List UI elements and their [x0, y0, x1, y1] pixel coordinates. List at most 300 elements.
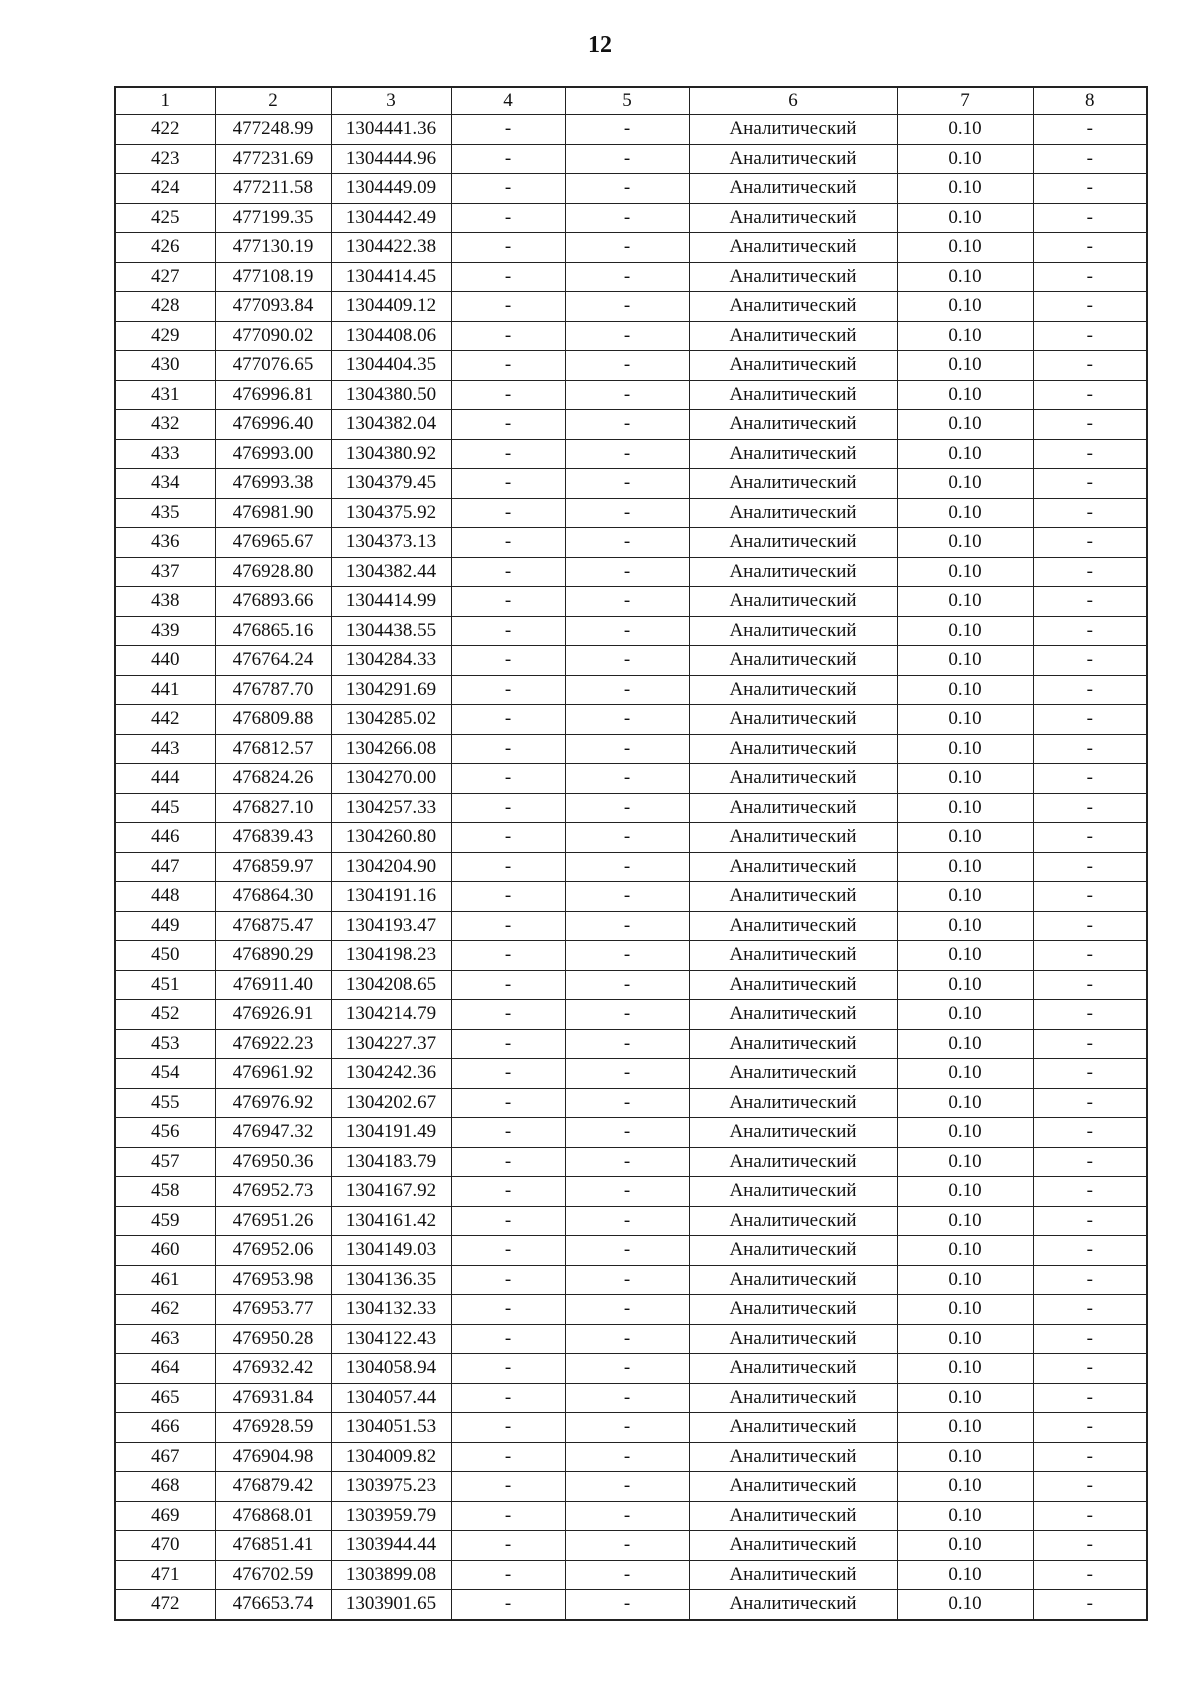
table-cell: 0.10 [897, 1531, 1033, 1561]
table-cell: - [451, 882, 565, 912]
table-cell: 0.10 [897, 1265, 1033, 1295]
table-cell: 1304382.44 [331, 557, 451, 587]
table-cell: Аналитический [689, 1501, 897, 1531]
table-cell: - [1033, 469, 1147, 499]
table-cell: Аналитический [689, 734, 897, 764]
column-header-8: 8 [1033, 87, 1147, 115]
table-row [115, 1442, 1147, 1472]
table-cell: 440 [115, 646, 215, 676]
column-header-2: 2 [215, 87, 331, 115]
table-row [115, 1265, 1147, 1295]
table-row [115, 1324, 1147, 1354]
table-cell: - [1033, 1147, 1147, 1177]
table-cell: 1304409.12 [331, 292, 451, 322]
table-cell: 0.10 [897, 1383, 1033, 1413]
table-cell: - [565, 1560, 689, 1590]
table-cell: 0.10 [897, 1590, 1033, 1620]
table-row [115, 528, 1147, 558]
table-cell: 1304291.69 [331, 675, 451, 705]
table-cell: - [1033, 1118, 1147, 1148]
table-cell: 459 [115, 1206, 215, 1236]
table-cell: 476922.23 [215, 1029, 331, 1059]
header-row [115, 87, 1147, 115]
table-cell: Аналитический [689, 970, 897, 1000]
column-header-5: 5 [565, 87, 689, 115]
column-header-3: 3 [331, 87, 451, 115]
table-cell: - [565, 1501, 689, 1531]
table-row [115, 498, 1147, 528]
table-cell: Аналитический [689, 1413, 897, 1443]
table-cell: Аналитический [689, 852, 897, 882]
table-cell: - [565, 675, 689, 705]
table-cell: 1304193.47 [331, 911, 451, 941]
table-row [115, 1354, 1147, 1384]
table-cell: 0.10 [897, 705, 1033, 735]
table-cell: - [451, 1000, 565, 1030]
table-cell: 1304009.82 [331, 1442, 451, 1472]
table-cell: 0.10 [897, 734, 1033, 764]
table-cell: - [565, 174, 689, 204]
table-cell: - [565, 292, 689, 322]
table-cell: - [1033, 823, 1147, 853]
table-cell: - [451, 321, 565, 351]
table-cell: - [565, 793, 689, 823]
table-cell: Аналитический [689, 351, 897, 381]
table-cell: - [451, 852, 565, 882]
table-cell: Аналитический [689, 1531, 897, 1561]
table-cell: 472 [115, 1590, 215, 1620]
table-cell: - [451, 911, 565, 941]
table-cell: 476952.73 [215, 1177, 331, 1207]
table-cell: - [565, 262, 689, 292]
table-cell: 476865.16 [215, 616, 331, 646]
table-cell: Аналитический [689, 587, 897, 617]
table-cell: - [1033, 1206, 1147, 1236]
table-cell: 1304422.38 [331, 233, 451, 263]
table-cell: - [565, 1118, 689, 1148]
table-row [115, 587, 1147, 617]
table-cell: - [565, 1383, 689, 1413]
table-cell: Аналитический [689, 882, 897, 912]
table-cell: 477211.58 [215, 174, 331, 204]
table-cell: Аналитический [689, 823, 897, 853]
table-cell: 1304408.06 [331, 321, 451, 351]
table-cell: - [565, 911, 689, 941]
table-cell: Аналитический [689, 1442, 897, 1472]
table-cell: 0.10 [897, 1118, 1033, 1148]
table-cell: - [565, 823, 689, 853]
table-cell: 436 [115, 528, 215, 558]
table-cell: - [565, 557, 689, 587]
table-cell: - [451, 970, 565, 1000]
table-cell: 0.10 [897, 557, 1033, 587]
table-body [115, 115, 1147, 1620]
table-cell: 476953.77 [215, 1295, 331, 1325]
table-cell: - [451, 439, 565, 469]
table-cell: 477076.65 [215, 351, 331, 381]
table-cell: - [565, 233, 689, 263]
table-cell: 0.10 [897, 380, 1033, 410]
table-cell: Аналитический [689, 1000, 897, 1030]
table-cell: 0.10 [897, 852, 1033, 882]
table-cell: - [451, 144, 565, 174]
table-row [115, 941, 1147, 971]
table-cell: 446 [115, 823, 215, 853]
table-cell: 1304414.99 [331, 587, 451, 617]
table-cell: 453 [115, 1029, 215, 1059]
table-cell: - [451, 557, 565, 587]
table-cell: 437 [115, 557, 215, 587]
table-cell: 0.10 [897, 498, 1033, 528]
table-cell: - [565, 882, 689, 912]
table-cell: - [565, 1000, 689, 1030]
table-cell: - [451, 1206, 565, 1236]
table-row [115, 144, 1147, 174]
table-cell: - [451, 1383, 565, 1413]
table-cell: 476879.42 [215, 1472, 331, 1502]
table-row [115, 351, 1147, 381]
table-cell: 476951.26 [215, 1206, 331, 1236]
table-row [115, 823, 1147, 853]
table-cell: - [565, 1206, 689, 1236]
column-header-1: 1 [115, 87, 215, 115]
table-cell: Аналитический [689, 144, 897, 174]
table-cell: 477093.84 [215, 292, 331, 322]
table-cell: - [565, 1029, 689, 1059]
table-row [115, 115, 1147, 145]
table-row [115, 675, 1147, 705]
table-cell: 0.10 [897, 1560, 1033, 1590]
table-cell: - [565, 498, 689, 528]
table-row [115, 203, 1147, 233]
table-cell: Аналитический [689, 941, 897, 971]
table-cell: - [1033, 970, 1147, 1000]
table-cell: 477090.02 [215, 321, 331, 351]
table-cell: 476928.80 [215, 557, 331, 587]
table-cell: - [565, 351, 689, 381]
table-cell: 426 [115, 233, 215, 263]
table-cell: - [565, 410, 689, 440]
table-cell: 0.10 [897, 351, 1033, 381]
table-cell: 476859.97 [215, 852, 331, 882]
table-cell: Аналитический [689, 793, 897, 823]
table-cell: 427 [115, 262, 215, 292]
table-cell: - [451, 1560, 565, 1590]
table-cell: 448 [115, 882, 215, 912]
table-cell: - [451, 203, 565, 233]
table-row [115, 911, 1147, 941]
table-cell: - [1033, 203, 1147, 233]
table-cell: 439 [115, 616, 215, 646]
table-cell: Аналитический [689, 1177, 897, 1207]
table-cell: Аналитический [689, 646, 897, 676]
table-cell: 0.10 [897, 1472, 1033, 1502]
table-cell: - [1033, 1501, 1147, 1531]
table-cell: 1304257.33 [331, 793, 451, 823]
table-cell: - [1033, 1354, 1147, 1384]
table-cell: 1304136.35 [331, 1265, 451, 1295]
table-cell: 476981.90 [215, 498, 331, 528]
table-cell: 447 [115, 852, 215, 882]
table-cell: Аналитический [689, 1059, 897, 1089]
table-cell: - [565, 1354, 689, 1384]
table-row [115, 793, 1147, 823]
table-cell: - [565, 705, 689, 735]
table-cell: - [1033, 144, 1147, 174]
table-cell: - [451, 823, 565, 853]
table-cell: - [1033, 941, 1147, 971]
table-cell: 0.10 [897, 203, 1033, 233]
table-row [115, 1206, 1147, 1236]
table-cell: 476996.40 [215, 410, 331, 440]
column-header-6: 6 [689, 87, 897, 115]
table-cell: - [451, 1059, 565, 1089]
table-cell: - [1033, 1383, 1147, 1413]
table-cell: - [451, 675, 565, 705]
table-cell: - [451, 380, 565, 410]
table-cell: 1304444.96 [331, 144, 451, 174]
table-row [115, 970, 1147, 1000]
table-cell: - [1033, 410, 1147, 440]
table-cell: 1304242.36 [331, 1059, 451, 1089]
table-cell: 0.10 [897, 911, 1033, 941]
table-row [115, 1295, 1147, 1325]
table-row [115, 262, 1147, 292]
table-cell: 1304441.36 [331, 115, 451, 145]
table-cell: 1304208.65 [331, 970, 451, 1000]
table-row [115, 292, 1147, 322]
table-cell: 451 [115, 970, 215, 1000]
table-cell: 469 [115, 1501, 215, 1531]
table-cell: 470 [115, 1531, 215, 1561]
table-cell: 0.10 [897, 292, 1033, 322]
table-cell: 443 [115, 734, 215, 764]
table-cell: - [565, 203, 689, 233]
table-cell: 457 [115, 1147, 215, 1177]
table-cell: 1304191.16 [331, 882, 451, 912]
table-cell: 0.10 [897, 262, 1033, 292]
table-cell: 1304380.50 [331, 380, 451, 410]
table-cell: - [1033, 852, 1147, 882]
table-cell: - [451, 1442, 565, 1472]
table-cell: - [451, 1413, 565, 1443]
table-row [115, 882, 1147, 912]
table-cell: - [1033, 1560, 1147, 1590]
table-cell: 1304285.02 [331, 705, 451, 735]
table-cell: 0.10 [897, 1324, 1033, 1354]
table-cell: 1304183.79 [331, 1147, 451, 1177]
table-cell: - [1033, 1324, 1147, 1354]
table-cell: 0.10 [897, 970, 1033, 1000]
table-cell: 1304132.33 [331, 1295, 451, 1325]
table-cell: 0.10 [897, 941, 1033, 971]
table-cell: - [1033, 911, 1147, 941]
table-cell: Аналитический [689, 1147, 897, 1177]
table-cell: 476928.59 [215, 1413, 331, 1443]
table-cell: 444 [115, 764, 215, 794]
table-cell: 450 [115, 941, 215, 971]
table-cell: - [565, 1088, 689, 1118]
table-cell: Аналитический [689, 1295, 897, 1325]
table-cell: 1304266.08 [331, 734, 451, 764]
table-cell: - [1033, 557, 1147, 587]
table-row [115, 174, 1147, 204]
table-cell: 1304373.13 [331, 528, 451, 558]
table-cell: - [1033, 1531, 1147, 1561]
table-cell: 1304057.44 [331, 1383, 451, 1413]
table-cell: 429 [115, 321, 215, 351]
table-cell: - [451, 1088, 565, 1118]
table-cell: 0.10 [897, 675, 1033, 705]
table-cell: - [1033, 587, 1147, 617]
table-cell: - [451, 1265, 565, 1295]
table-cell: 1304214.79 [331, 1000, 451, 1030]
table-cell: - [451, 351, 565, 381]
table-cell: - [565, 1177, 689, 1207]
table-cell: 1304122.43 [331, 1324, 451, 1354]
table-cell: - [1033, 1000, 1147, 1030]
table-cell: 1304449.09 [331, 174, 451, 204]
table-cell: 0.10 [897, 1088, 1033, 1118]
table-cell: 476950.28 [215, 1324, 331, 1354]
table-row [115, 1088, 1147, 1118]
table-cell: 476787.70 [215, 675, 331, 705]
table-cell: 476993.38 [215, 469, 331, 499]
table-cell: 0.10 [897, 1413, 1033, 1443]
table-cell: - [565, 1472, 689, 1502]
table-cell: 463 [115, 1324, 215, 1354]
table-cell: 0.10 [897, 793, 1033, 823]
table-row [115, 1059, 1147, 1089]
table-cell: - [451, 233, 565, 263]
table-row [115, 1383, 1147, 1413]
table-cell: Аналитический [689, 764, 897, 794]
table-cell: - [1033, 1472, 1147, 1502]
table-cell: Аналитический [689, 911, 897, 941]
table-cell: 441 [115, 675, 215, 705]
table-cell: 476839.43 [215, 823, 331, 853]
table-cell: - [1033, 616, 1147, 646]
table-cell: - [565, 1324, 689, 1354]
table-cell: - [451, 1236, 565, 1266]
table-cell: - [1033, 292, 1147, 322]
table-cell: 430 [115, 351, 215, 381]
table-cell: 1304204.90 [331, 852, 451, 882]
table-cell: Аналитический [689, 262, 897, 292]
table-cell: 462 [115, 1295, 215, 1325]
table-cell: 1303944.44 [331, 1531, 451, 1561]
table-row [115, 321, 1147, 351]
table-cell: Аналитический [689, 1236, 897, 1266]
table-cell: Аналитический [689, 1088, 897, 1118]
table-cell: 476911.40 [215, 970, 331, 1000]
table-cell: - [565, 1442, 689, 1472]
table-cell: 0.10 [897, 439, 1033, 469]
table-cell: 476993.00 [215, 439, 331, 469]
table-cell: 449 [115, 911, 215, 941]
table-cell: - [1033, 1265, 1147, 1295]
table-cell: 476996.81 [215, 380, 331, 410]
table-cell: - [1033, 1413, 1147, 1443]
table-cell: 467 [115, 1442, 215, 1472]
table-cell: - [1033, 646, 1147, 676]
table-cell: 1304379.45 [331, 469, 451, 499]
table-cell: 465 [115, 1383, 215, 1413]
table-cell: - [1033, 321, 1147, 351]
table-row [115, 1000, 1147, 1030]
table-cell: 424 [115, 174, 215, 204]
table-cell: 476764.24 [215, 646, 331, 676]
table-cell: - [565, 587, 689, 617]
table-cell: 1304051.53 [331, 1413, 451, 1443]
column-header-4: 4 [451, 87, 565, 115]
table-cell: - [451, 616, 565, 646]
table-row [115, 439, 1147, 469]
table-cell: - [565, 1531, 689, 1561]
table-cell: 0.10 [897, 1236, 1033, 1266]
table-cell: 476931.84 [215, 1383, 331, 1413]
table-cell: Аналитический [689, 528, 897, 558]
table-cell: Аналитический [689, 1472, 897, 1502]
table-row [115, 557, 1147, 587]
table-cell: - [451, 1590, 565, 1620]
table-cell: 476932.42 [215, 1354, 331, 1384]
table-cell: - [1033, 764, 1147, 794]
table-cell: 476702.59 [215, 1560, 331, 1590]
table-row [115, 1501, 1147, 1531]
table-cell: 1304058.94 [331, 1354, 451, 1384]
table-cell: 0.10 [897, 1059, 1033, 1089]
table-cell: - [565, 764, 689, 794]
table-cell: 0.10 [897, 587, 1033, 617]
table-cell: Аналитический [689, 203, 897, 233]
table-cell: Аналитический [689, 1560, 897, 1590]
table-cell: 456 [115, 1118, 215, 1148]
table-cell: 0.10 [897, 1295, 1033, 1325]
table-cell: Аналитический [689, 321, 897, 351]
table-cell: 1304149.03 [331, 1236, 451, 1266]
table-cell: - [565, 1590, 689, 1620]
table-cell: - [1033, 1295, 1147, 1325]
table-cell: - [565, 616, 689, 646]
table-row [115, 233, 1147, 263]
table-cell: 433 [115, 439, 215, 469]
table-cell: Аналитический [689, 1354, 897, 1384]
table-cell: 442 [115, 705, 215, 735]
table-cell: - [1033, 262, 1147, 292]
table-cell: 0.10 [897, 646, 1033, 676]
table-cell: Аналитический [689, 174, 897, 204]
table-cell: 0.10 [897, 1501, 1033, 1531]
table-cell: 477108.19 [215, 262, 331, 292]
table-cell: - [1033, 439, 1147, 469]
table-cell: 471 [115, 1560, 215, 1590]
table-cell: - [451, 941, 565, 971]
table-cell: 476904.98 [215, 1442, 331, 1472]
table-row [115, 1413, 1147, 1443]
table-cell: 455 [115, 1088, 215, 1118]
table-row [115, 380, 1147, 410]
table-row [115, 1590, 1147, 1620]
table-cell: - [565, 646, 689, 676]
table-cell: - [1033, 1590, 1147, 1620]
table-cell: Аналитический [689, 1265, 897, 1295]
table-cell: 476868.01 [215, 1501, 331, 1531]
table-cell: - [565, 1059, 689, 1089]
table-cell: 477130.19 [215, 233, 331, 263]
table-cell: 476926.91 [215, 1000, 331, 1030]
table-cell: 0.10 [897, 1206, 1033, 1236]
